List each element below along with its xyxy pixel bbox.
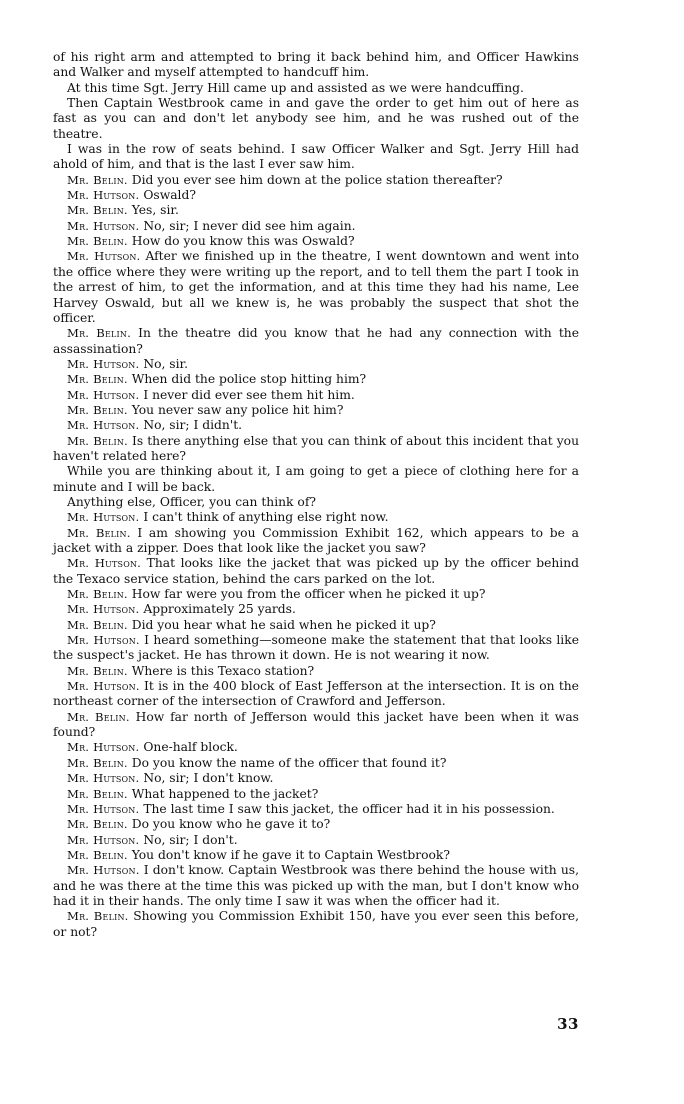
testimony-paragraph — [53, 50, 579, 81]
speaker-label: Mr. Hutson. — [67, 218, 140, 233]
speaker-label: Mr. Belin. — [67, 817, 128, 832]
testimony-paragraph — [53, 740, 579, 755]
paragraph-text: What happened to the jacket? — [131, 786, 319, 801]
paragraph-text: I was in the row of seats behind. I saw Officer Walker and Sgt. Jerry Hill had ahold of him, and that is the last I ever saw him. — [53, 142, 579, 172]
speaker-label: Mr. Hutson. — [67, 801, 140, 816]
speaker-label: Mr. Hutson. — [67, 602, 140, 617]
paragraph-text: I am showing you Commission Exhibit 162, which appears to be a jacket with a zipper. Does that look like the jacket you saw? — [53, 525, 579, 555]
speaker-label: Mr. Belin. — [67, 372, 128, 387]
speaker-label: Mr. Hutson. — [67, 740, 140, 755]
testimony-paragraph — [53, 771, 579, 786]
paragraph-text: Showing you Commission Exhibit 150, have you ever seen this before, or not? — [53, 909, 579, 939]
speaker-label: Mr. Belin. — [67, 525, 131, 540]
testimony-paragraph — [53, 602, 579, 617]
testimony-paragraph — [53, 219, 579, 234]
speaker-label: Mr. Hutson. — [67, 510, 140, 525]
paragraph-text: I can't think of anything else right now. — [143, 510, 389, 525]
testimony-paragraph — [53, 556, 579, 587]
paragraph-text: At this time Sgt. Jerry Hill came up and assisted as we were handcuffing. — [67, 80, 524, 95]
speaker-label: Mr. Belin. — [67, 786, 128, 801]
speaker-label: Mr. Belin. — [67, 847, 128, 862]
speaker-label: Mr. Hutson. — [67, 556, 142, 571]
testimony-paragraph — [53, 434, 579, 465]
testimony-paragraph — [53, 526, 579, 557]
testimony-paragraph — [53, 249, 579, 326]
testimony-paragraph — [53, 188, 579, 203]
paragraph-text: Anything else, Officer, you can think of? — [67, 494, 316, 509]
testimony-paragraph — [53, 848, 579, 863]
paragraph-text: Approximately 25 yards. — [143, 602, 296, 617]
testimony-paragraph — [53, 418, 579, 433]
testimony-paragraph — [53, 710, 579, 741]
testimony-paragraph — [53, 326, 579, 357]
speaker-label: Mr. Hutson. — [67, 418, 140, 433]
testimony-paragraph — [53, 833, 579, 848]
testimony-paragraph — [53, 357, 579, 372]
paragraph-text: Yes, sir. — [131, 203, 179, 218]
testimony-paragraph — [53, 495, 579, 510]
testimony-paragraph — [53, 372, 579, 387]
testimony-paragraph — [53, 618, 579, 633]
paragraph-text: No, sir. — [143, 356, 188, 371]
paragraph-text: Did you ever see him down at the police station thereafter? — [131, 172, 503, 187]
paragraph-text: No, sir; I didn't. — [143, 418, 243, 433]
testimony-paragraph — [53, 679, 579, 710]
speaker-label: Mr. Belin. — [67, 433, 128, 448]
speaker-label: Mr. Belin. — [67, 234, 128, 249]
page-number: 33 — [557, 1015, 579, 1033]
speaker-label: Mr. Hutson. — [67, 679, 140, 694]
testimony-paragraph — [53, 909, 579, 940]
testimony-paragraph — [53, 234, 579, 249]
paragraph-text: No, sir; I never did see him again. — [143, 218, 356, 233]
testimony-paragraph — [53, 81, 579, 96]
paragraph-text: After we finished up in the theatre, I went downtown and went into the office where they were writing up the report, and to tell them the part I took in the arrest of him, to get the information, and at this time they had his name, Lee Harvey Oswald, but all we knew is, he was probably the suspect that shot the officer. — [53, 249, 579, 325]
testimony-paragraph — [53, 173, 579, 188]
paragraph-text: Is there anything else that you can think of about this incident that you haven't related here? — [53, 433, 579, 463]
speaker-label: Mr. Belin. — [67, 203, 128, 218]
speaker-label: Mr. Belin. — [67, 755, 128, 770]
paragraph-text: How do you know this was Oswald? — [131, 234, 355, 249]
paragraph-text: That looks like the jacket that was picked up by the officer behind the Texaco service station, behind the cars parked on the lot. — [53, 556, 579, 586]
testimony-paragraph — [53, 756, 579, 771]
paragraph-text: The last time I saw this jacket, the officer had it in his possession. — [143, 801, 555, 816]
paragraph-text: How far north of Jefferson would this jacket have been when it was found? — [53, 709, 579, 740]
testimony-paragraph — [53, 787, 579, 802]
paragraph-text: Did you hear what he said when he picked it up? — [131, 617, 436, 632]
testimony-paragraph — [53, 664, 579, 679]
testimony-paragraph — [53, 863, 579, 909]
paragraph-text: of his right arm and attempted to bring it back behind him, and Officer Hawkins and Walker and myself attempted to handcuff him. — [53, 50, 579, 80]
testimony-paragraph — [53, 403, 579, 418]
speaker-label: Mr. Hutson. — [67, 387, 140, 402]
testimony-paragraph — [53, 464, 579, 495]
paragraph-text: No, sir; I don't know. — [143, 771, 274, 786]
speaker-label: Mr. Hutson. — [67, 188, 140, 203]
testimony-paragraph — [53, 142, 579, 173]
paragraph-text: Oswald? — [143, 188, 196, 203]
paragraph-text: When did the police stop hitting him? — [131, 372, 367, 387]
testimony-paragraph — [53, 96, 579, 142]
paragraph-text: You don't know if he gave it to Captain Westbrook? — [131, 847, 450, 862]
speaker-label: Mr. Belin. — [67, 663, 128, 678]
speaker-label: Mr. Belin. — [67, 617, 128, 632]
testimony-paragraph — [53, 203, 579, 218]
paragraph-text: How far were you from the officer when he picked it up? — [131, 587, 486, 602]
speaker-label: Mr. Belin. — [67, 709, 130, 724]
speaker-label: Mr. Hutson. — [67, 771, 140, 786]
paragraph-text: Do you know the name of the officer that found it? — [131, 755, 447, 770]
testimony-paragraph — [53, 510, 579, 525]
paragraph-text: I never did ever see them hit him. — [143, 387, 355, 402]
speaker-label: Mr. Hutson. — [67, 356, 140, 371]
speaker-label: Mr. Belin. — [67, 172, 128, 187]
testimony-paragraph — [53, 633, 579, 664]
paragraph-text: In the theatre did you know that he had any connection with the assassination? — [53, 326, 579, 356]
paragraph-text: No, sir; I don't. — [143, 832, 238, 847]
speaker-label: Mr. Belin. — [67, 909, 129, 924]
paragraph-text: One-half block. — [143, 740, 238, 755]
speaker-label: Mr. Belin. — [67, 587, 128, 602]
testimony-paragraph — [53, 802, 579, 817]
paragraph-text: You never saw any police hit him? — [131, 402, 344, 417]
paragraph-text: While you are thinking about it, I am going to get a piece of clothing here for a minute and I will be back. — [53, 464, 579, 494]
testimony-text — [53, 50, 579, 940]
paragraph-text: Do you know who he gave it to? — [131, 817, 331, 832]
paragraph-text: I don't know. Captain Westbrook was there behind the house with us, and he was there at the time this was picked up with the man, but I don't know who had it in their hands. The only time I saw it was when the officer had it. — [53, 863, 579, 908]
paragraph-text: Where is this Texaco station? — [131, 663, 315, 678]
speaker-label: Mr. Hutson. — [67, 832, 140, 847]
paragraph-text: I heard something—someone make the statement that that looks like the suspect's jacket. He has thrown it down. He is not wearing it now. — [53, 633, 579, 663]
speaker-label: Mr. Hutson. — [67, 249, 141, 264]
speaker-label: Mr. Belin. — [67, 326, 131, 341]
paragraph-text: Then Captain Westbrook came in and gave the order to get him out of here as fast as you can and don't let anybody see him, and he was rushed out of the theatre. — [53, 96, 579, 141]
testimony-paragraph — [53, 817, 579, 832]
speaker-label: Mr. Hutson. — [67, 863, 140, 878]
speaker-label: Mr. Belin. — [67, 402, 128, 417]
testimony-paragraph — [53, 587, 579, 602]
paragraph-text: It is in the 400 block of East Jefferson at the intersection. It is on the northeast corner of the intersection of Crawford and Jefferson. — [53, 679, 579, 709]
testimony-paragraph — [53, 388, 579, 403]
speaker-label: Mr. Hutson. — [67, 633, 140, 648]
